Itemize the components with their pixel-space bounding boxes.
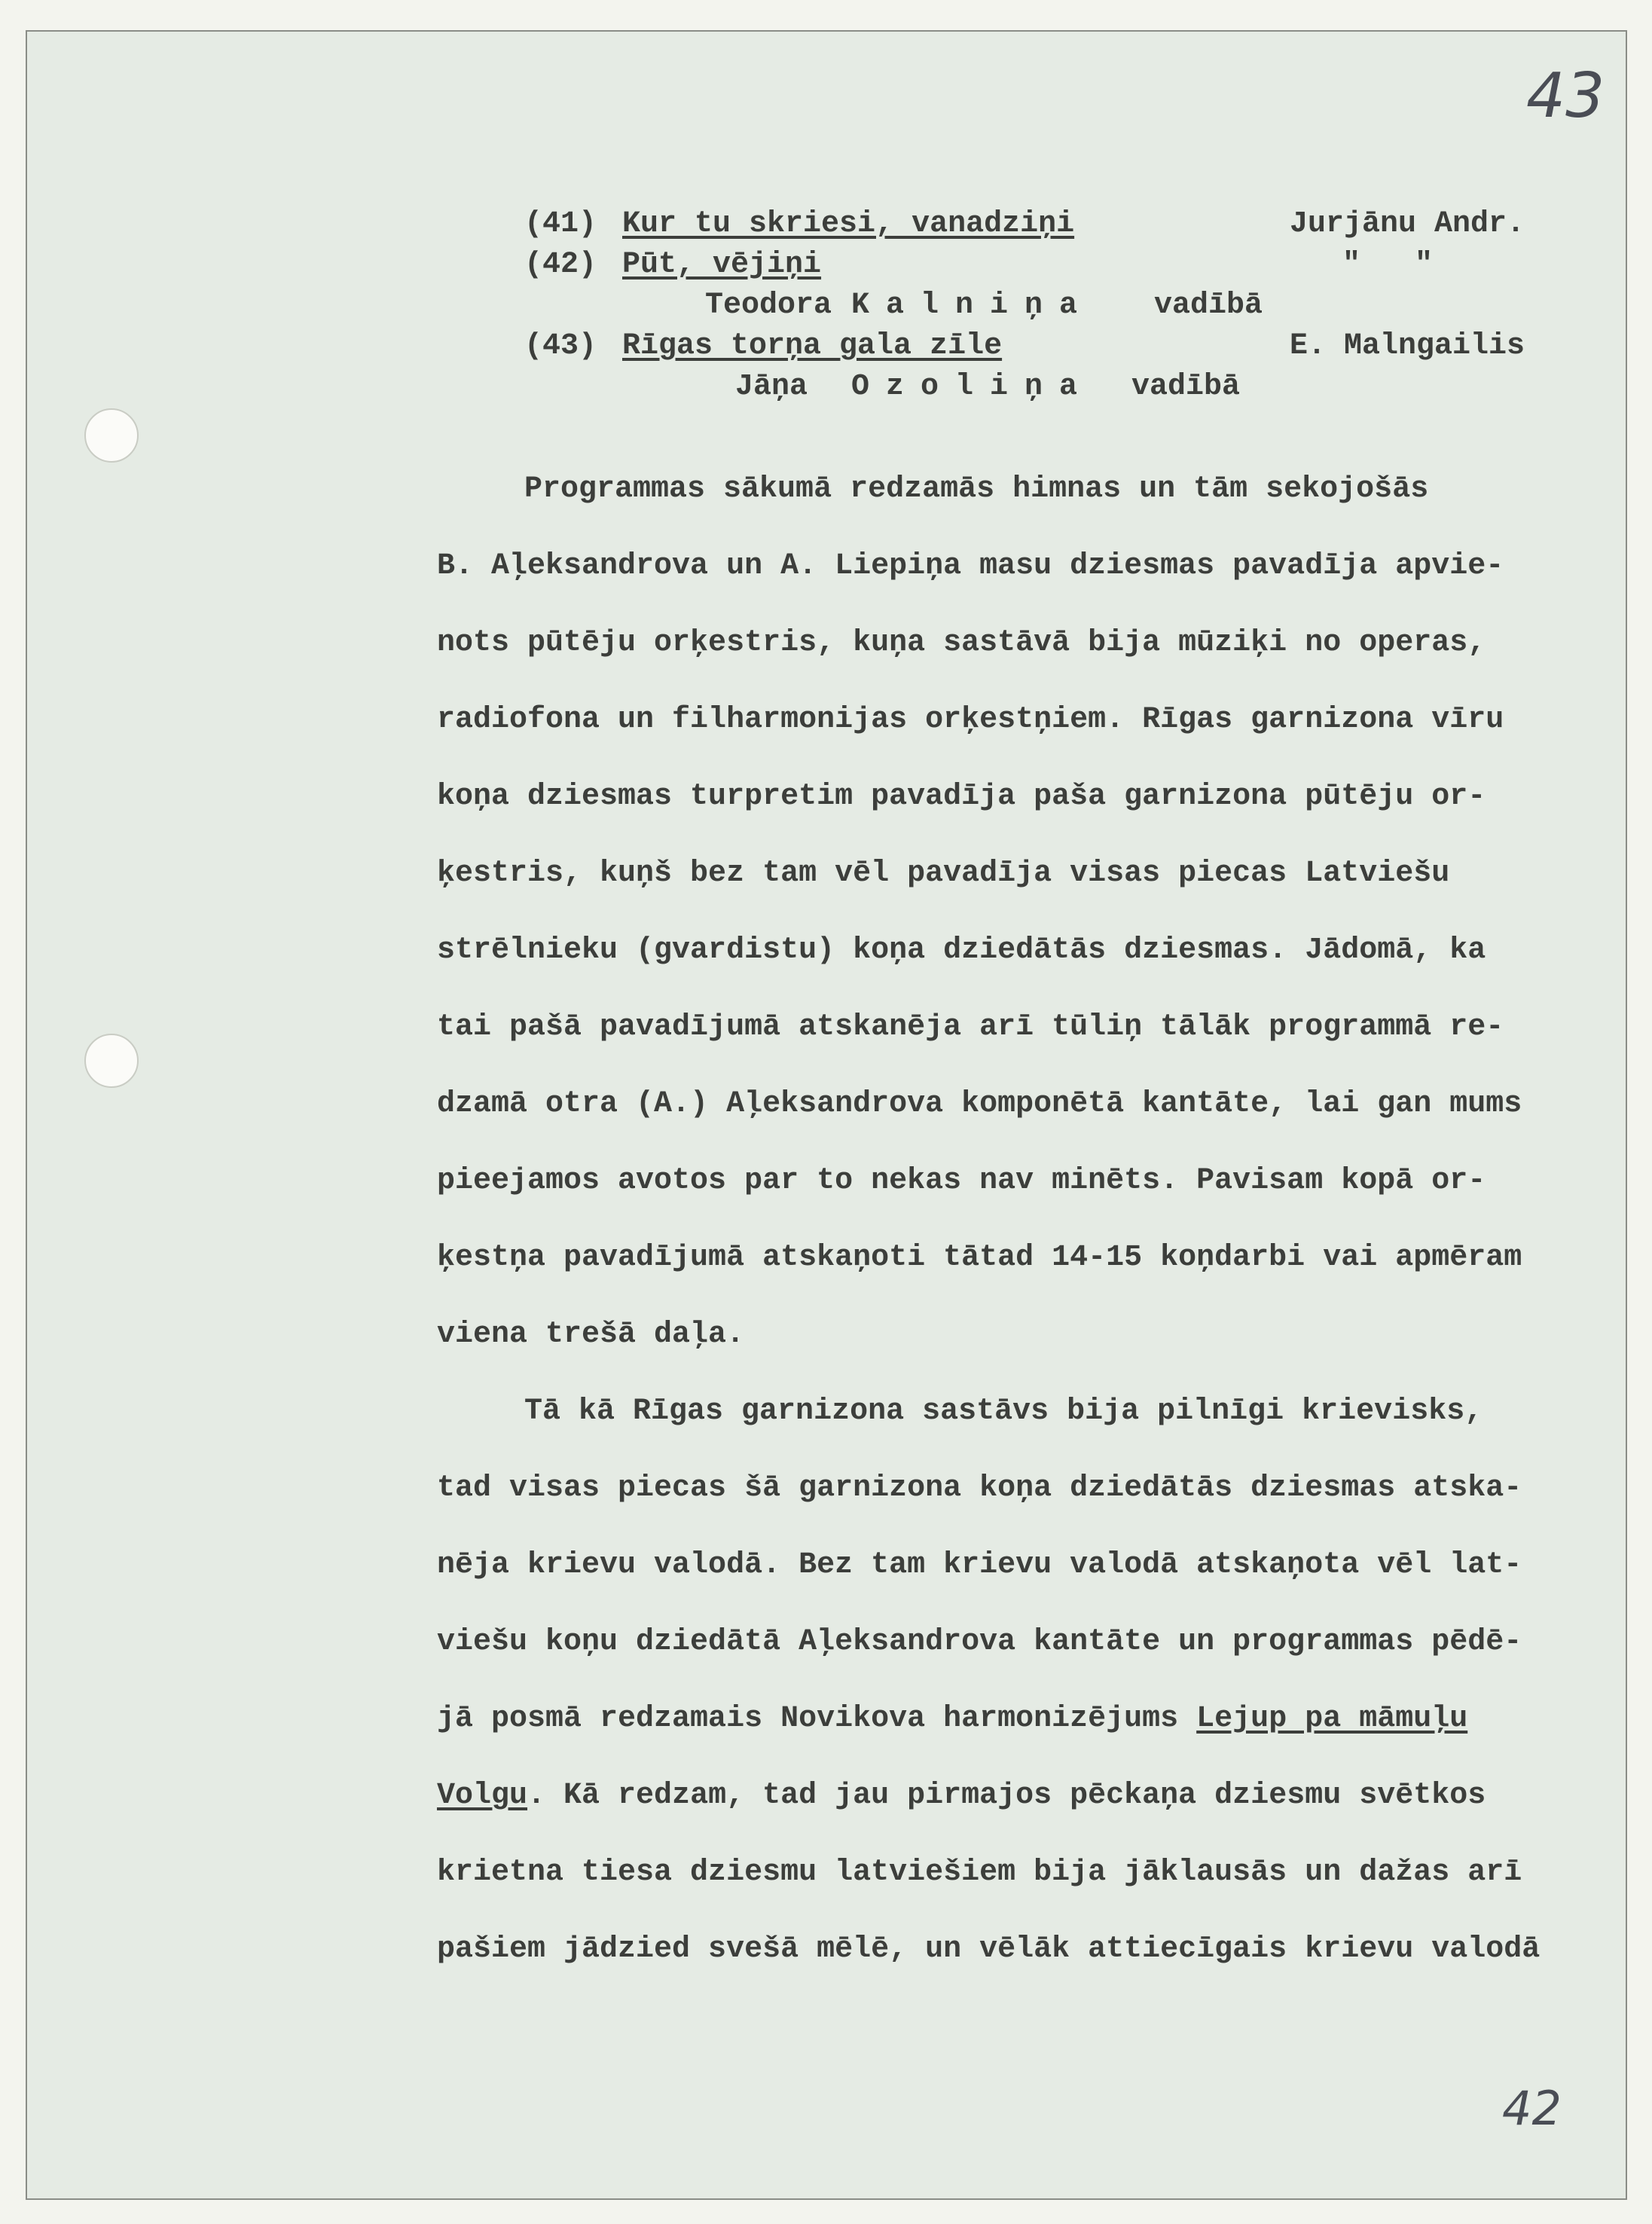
underlined-title: Volgu xyxy=(437,1779,528,1813)
text-line: ķestņa pavadījumā atskaņoti tātad 14-15 koņdarbi vai apmēram xyxy=(437,1241,1522,1275)
underlined-title: Lejup pa māmuļu xyxy=(1196,1702,1468,1736)
text-line: viešu koņu dziedātā Aļeksandrova kantāte un programmas pēdē- xyxy=(437,1625,1522,1659)
text-line xyxy=(437,1704,1467,1734)
text-segment: jā posmā redzamais Novikova harmonizējums xyxy=(437,1702,1197,1736)
program-title: Kur tu skriesi, vanadziņi xyxy=(622,207,1075,241)
program-num: (43) xyxy=(524,329,597,363)
text-line: koņa dziesmas turpretim pavadīja paša garnizona pūtēju or- xyxy=(437,780,1486,814)
text-line: dzamā otra (A.) Aļeksandrova komponētā kantāte, lai gan mums xyxy=(437,1087,1522,1121)
text-line: tai pašā pavadījumā atskanēja arī tūliņ tālāk programmā re- xyxy=(437,1010,1504,1044)
conductor-name: Teodora xyxy=(705,289,832,322)
punch-hole-bottom xyxy=(84,1034,139,1088)
text-line: strēlnieku (gvardistu) koņa dziedātās dziesmas. Jādomā, ka xyxy=(437,933,1486,967)
text-line xyxy=(437,1781,1486,1811)
text-line: tad visas piecas šā garnizona koņa dziedātās dziesmas atska- xyxy=(437,1471,1522,1505)
document-page xyxy=(26,30,1627,2200)
text-line: krietna tiesa dziesmu latviešiem bija jāklausās un dažas arī xyxy=(437,1856,1522,1889)
page-number-bottom: 42 xyxy=(1502,2081,1562,2136)
conductor-suffix: vadībā xyxy=(1131,370,1241,404)
conductor-surname: Ozoliņa xyxy=(851,370,1095,404)
program-composer: E. Malngailis xyxy=(1290,329,1525,363)
conductor-surname: Kalniņa xyxy=(851,289,1095,322)
text-line: viena trešā daļa. xyxy=(437,1318,745,1352)
program-title: Rīgas torņa gala zīle xyxy=(622,329,1003,363)
text-line: nēja krievu valodā. Bez tam krievu valodā atskaņota vēl lat- xyxy=(437,1548,1522,1582)
page-number-top: 43 xyxy=(1526,60,1605,132)
text-line: nots pūtēju orķestris, kuņa sastāvā bija mūziķi no operas, xyxy=(437,626,1486,660)
text-line: radiofona un filharmonijas orķestņiem. Rīgas garnizona vīru xyxy=(437,703,1504,737)
text-line: pašiem jādzied svešā mēlē, un vēlāk attiecīgais krievu valodā xyxy=(437,1932,1541,1966)
text-segment: . Kā redzam, tad jau pirmajos pēckaņa dziesmu svētkos xyxy=(527,1779,1486,1813)
program-num: (41) xyxy=(524,207,597,241)
program-num: (42) xyxy=(524,248,597,282)
conductor-name: Jāņa xyxy=(735,370,808,404)
text-line: Programmas sākumā redzamās himnas un tām sekojošās xyxy=(524,472,1429,506)
conductor-suffix: vadībā xyxy=(1154,289,1263,322)
program-title: Pūt, vējiņi xyxy=(622,248,822,282)
punch-hole-top xyxy=(84,408,139,463)
program-composer: Jurjānu Andr. xyxy=(1290,207,1525,241)
text-line: ķestris, kuņš bez tam vēl pavadīja visas piecas Latviešu xyxy=(437,857,1450,891)
text-line: B. Aļeksandrova un A. Liepiņa masu dziesmas pavadīja apvie- xyxy=(437,549,1504,583)
text-line: Tā kā Rīgas garnizona sastāvs bija pilnīgi krievisks, xyxy=(524,1395,1483,1428)
text-line: pieejamos avotos par to nekas nav minēts. Pavisam kopā or- xyxy=(437,1164,1486,1198)
program-composer: " " xyxy=(1342,248,1434,282)
